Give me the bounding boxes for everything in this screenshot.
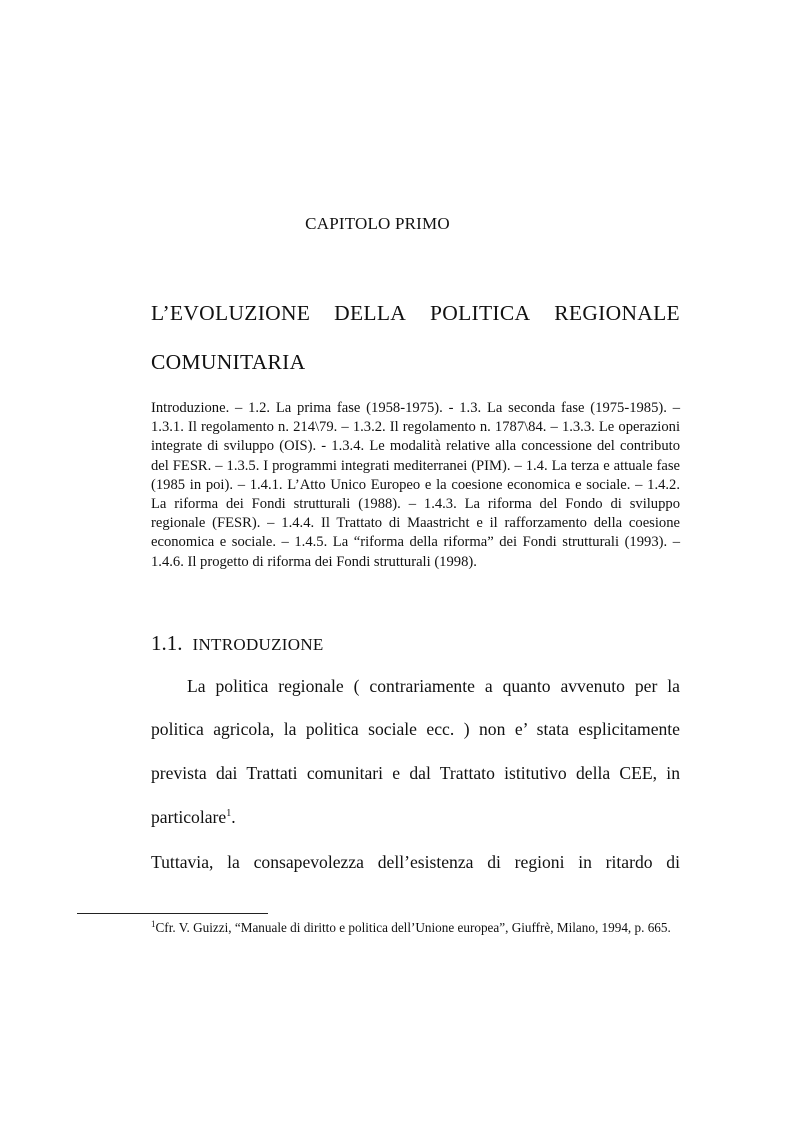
body-line — [151, 807, 680, 828]
footnote-text: Cfr. V. Guizzi, “Manuale di diritto e politica dell’Unione europea”, Giuffrè, Milano, 1994, p. 665. — [155, 920, 671, 935]
footnote — [151, 918, 680, 937]
title-word: L’EVOLUZIONE — [151, 301, 311, 325]
section-number: 1.1. — [151, 631, 183, 655]
chapter-title-line-1 — [151, 301, 680, 326]
title-word: POLITICA — [430, 301, 531, 325]
title-word: REGIONALE — [554, 301, 680, 325]
body-line: La politica regionale ( contrariamente a quanto avvenuto per la — [187, 676, 680, 696]
chapter-title-line-2: COMUNITARIA — [151, 350, 306, 374]
body-text: particolare — [151, 807, 227, 827]
body-line: prevista dai Trattati comunitari e dal Trattato istitutivo della CEE, in — [151, 763, 680, 783]
chapter-summary: Introduzione. – 1.2. La prima fase (1958-1975). - 1.3. La seconda fase (1975-1985). – 1.3.1. Il regolamento n. 214\79. – 1.3.2. Il regolamento n. 1787\84. – 1.3.3. Le operazioni integrate di sviluppo (OIS). - 1.3.4. Le modalità relative alla concessione del contributo del FESR. – 1.3.5. I programmi integrati mediterranei (PIM). – 1.4. La terza e attuale fase (1985 in poi). – 1.4.1. L’Atto Unico Europeo e la coesione economica e sociale. – 1.4.2. La riforma dei Fondi strutturali (1988). – 1.4.3. La riforma del Fondo di sviluppo regionale (FESR). – 1.4.4. Il Trattato di Maastricht e il rafforzamento della coesione economica e sociale. – 1.4.5. La “riforma della riforma” dei Fondi strutturali (1993). – 1.4.6. Il progetto di riforma dei Fondi strutturali (1998). — [151, 400, 680, 570]
footnote-marker: 1 — [151, 919, 156, 929]
title-word: DELLA — [334, 301, 407, 325]
body-text: . — [231, 807, 236, 827]
body-line: Tuttavia, la consapevolezza dell’esistenza di regioni in ritardo di — [151, 852, 680, 872]
section-title: INTRODUZIONE — [192, 635, 324, 654]
section-heading — [151, 631, 324, 656]
body-line: politica agricola, la politica sociale ecc. ) non e’ stata esplicitamente — [151, 719, 680, 739]
footnote-reference[interactable]: 1 — [226, 808, 232, 819]
chapter-label: CAPITOLO PRIMO — [305, 214, 450, 233]
footnote-separator — [77, 913, 268, 914]
